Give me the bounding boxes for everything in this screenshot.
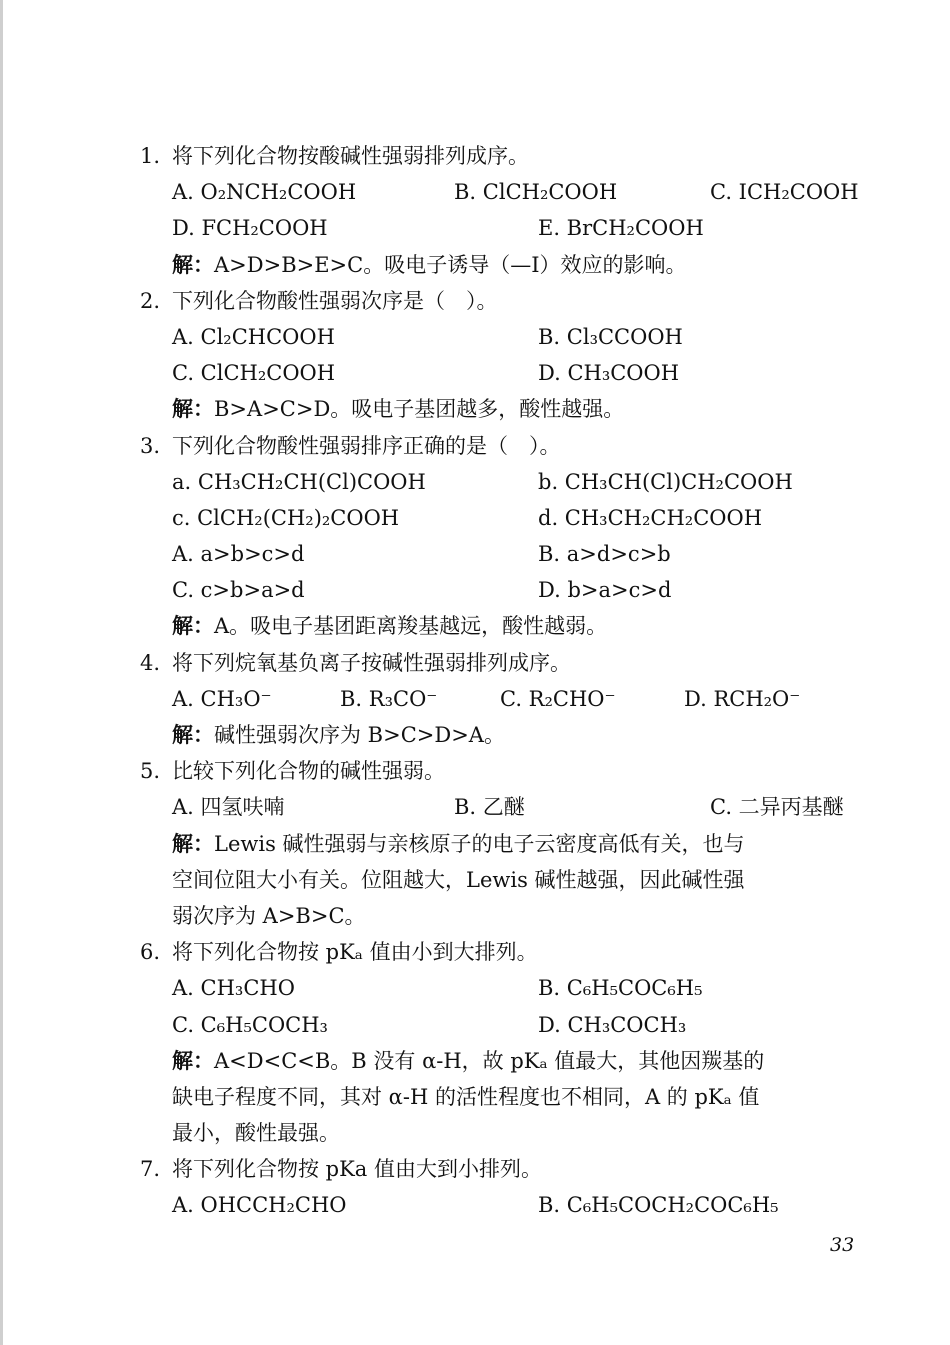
page-content bbox=[140, 138, 885, 1224]
option-item: C. c>b>a>d bbox=[172, 578, 305, 603]
option-row bbox=[140, 1007, 885, 1043]
option-item: E. BrCH₂COOH bbox=[538, 216, 704, 241]
option-row bbox=[140, 970, 885, 1006]
option-item: A. O₂NCH₂COOH bbox=[172, 180, 357, 205]
question-block bbox=[140, 283, 885, 428]
question-block bbox=[140, 753, 885, 934]
answer-text: Lewis 碱性强弱与亲核原子的电子云密度高低有关，也与 bbox=[214, 831, 745, 856]
question-block bbox=[140, 934, 885, 1151]
option-row bbox=[140, 681, 885, 717]
question-line bbox=[140, 283, 885, 319]
option-item: C. C₆H₅COCH₃ bbox=[172, 1012, 328, 1037]
option-item: A. CH₃CHO bbox=[172, 976, 295, 1001]
option-item: A. 四氢呋喃 bbox=[172, 795, 285, 820]
option-item: B. 乙醚 bbox=[454, 795, 525, 820]
question-prompt: 将下列烷氧基负离子按碱性强弱排列成序。 bbox=[172, 650, 571, 675]
option-item: a. CH₃CH₂CH(Cl)COOH bbox=[172, 469, 426, 494]
answer-line bbox=[140, 717, 885, 753]
answer-text: A。吸电子基团距离羧基越远，酸性越弱。 bbox=[214, 614, 608, 639]
question-prompt: 将下列化合物按 pKₐ 值由小到大排列。 bbox=[172, 940, 538, 965]
option-item: C. R₂CHO⁻ bbox=[500, 686, 616, 711]
question-number: 2. bbox=[140, 288, 161, 313]
answer-text: 弱次序为 A>B>C。 bbox=[172, 903, 366, 928]
answer-line bbox=[140, 391, 885, 427]
option-row bbox=[140, 789, 885, 825]
question-number: 1. bbox=[140, 144, 161, 168]
option-item: C. ClCH₂COOH bbox=[172, 361, 336, 386]
option-item: b. CH₃CH(Cl)CH₂COOH bbox=[538, 469, 793, 494]
scan-edge-line bbox=[0, 0, 3, 1345]
question-prompt: 将下列化合物按酸碱性强弱排列成序。 bbox=[172, 144, 529, 168]
question-line bbox=[140, 934, 885, 970]
option-item: A. CH₃O⁻ bbox=[172, 686, 272, 711]
option-row bbox=[140, 210, 885, 246]
question-line bbox=[140, 138, 885, 174]
option-item: D. CH₃COOH bbox=[538, 361, 680, 386]
question-number: 7. bbox=[140, 1157, 161, 1182]
answer-text: 最小，酸性最强。 bbox=[172, 1121, 340, 1146]
option-row bbox=[140, 572, 885, 608]
question-block bbox=[140, 138, 885, 283]
option-item: B. R₃CO⁻ bbox=[340, 686, 438, 711]
option-item: B. Cl₃CCOOH bbox=[538, 324, 683, 349]
question-block bbox=[140, 1151, 885, 1223]
answer-line bbox=[140, 898, 885, 934]
question-number: 5. bbox=[140, 759, 161, 784]
answer-text: A<D<C<B。B 没有 α-H，故 pKₐ 值最大，其他因羰基的 bbox=[214, 1048, 765, 1073]
option-item: D. RCH₂O⁻ bbox=[684, 686, 801, 711]
question-block bbox=[140, 428, 885, 645]
question-number: 4. bbox=[140, 650, 161, 675]
answer-text: 空间位阻大小有关。位阻越大，Lewis 碱性越强，因此碱性强 bbox=[172, 867, 745, 892]
answer-text: B>A>C>D。吸电子基团越多，酸性越强。 bbox=[214, 397, 625, 422]
answer-line bbox=[140, 608, 885, 644]
question-number: 3. bbox=[140, 433, 161, 458]
question-line bbox=[140, 753, 885, 789]
option-item: D. FCH₂COOH bbox=[172, 216, 328, 241]
answer-label: 解： bbox=[172, 251, 214, 277]
option-row bbox=[140, 174, 885, 210]
question-block bbox=[140, 645, 885, 754]
answer-text: A>D>B>E>C。吸电子诱导（—I）效应的影响。 bbox=[214, 252, 687, 277]
option-item: d. CH₃CH₂CH₂COOH bbox=[538, 505, 763, 530]
answer-text: 缺电子程度不同，其对 α-H 的活性程度也不相同，A 的 pKₐ 值 bbox=[172, 1084, 760, 1109]
answer-line bbox=[140, 1115, 885, 1151]
option-item: C. ICH₂COOH bbox=[710, 180, 859, 205]
answer-line bbox=[140, 862, 885, 898]
answer-line bbox=[140, 1043, 885, 1079]
answer-label: 解： bbox=[172, 1047, 214, 1073]
option-item: A. OHCCH₂CHO bbox=[172, 1193, 347, 1218]
option-item: c. ClCH₂(CH₂)₂COOH bbox=[172, 505, 400, 530]
question-number: 6. bbox=[140, 940, 161, 965]
option-item: D. CH₃COCH₃ bbox=[538, 1012, 687, 1037]
option-item: B. C₆H₅COC₆H₅ bbox=[538, 976, 703, 1001]
answer-line bbox=[140, 1079, 885, 1115]
option-row bbox=[140, 500, 885, 536]
option-item: B. a>d>c>b bbox=[538, 542, 671, 567]
option-item: C. 二异丙基醚 bbox=[710, 795, 844, 820]
option-row bbox=[140, 464, 885, 500]
option-row bbox=[140, 319, 885, 355]
option-row bbox=[140, 1187, 885, 1223]
answer-label: 解： bbox=[172, 722, 214, 747]
option-item: B. C₆H₅COCH₂COC₆H₅ bbox=[538, 1193, 779, 1218]
option-row bbox=[140, 355, 885, 391]
question-line bbox=[140, 428, 885, 464]
option-item: D. b>a>c>d bbox=[538, 578, 672, 603]
answer-label: 解： bbox=[172, 830, 214, 856]
option-item: A. Cl₂CHCOOH bbox=[172, 324, 335, 349]
question-prompt: 下列化合物酸性强弱次序是（ ）。 bbox=[172, 288, 498, 313]
page-number: 33 bbox=[830, 1234, 855, 1256]
question-prompt: 比较下列化合物的碱性强弱。 bbox=[172, 759, 445, 784]
question-prompt: 下列化合物酸性强弱排序正确的是（ ）。 bbox=[172, 433, 561, 458]
answer-line bbox=[140, 826, 885, 862]
answer-label: 解： bbox=[172, 396, 214, 422]
question-prompt: 将下列化合物按 pKa 值由大到小排列。 bbox=[172, 1157, 543, 1182]
answer-line bbox=[140, 247, 885, 283]
answer-text: 碱性强弱次序为 B>C>D>A。 bbox=[214, 723, 505, 747]
option-item: A. a>b>c>d bbox=[172, 542, 305, 567]
option-item: B. ClCH₂COOH bbox=[454, 180, 618, 205]
question-line bbox=[140, 645, 885, 681]
answer-label: 解： bbox=[172, 613, 214, 639]
question-line bbox=[140, 1151, 885, 1187]
option-row bbox=[140, 536, 885, 572]
